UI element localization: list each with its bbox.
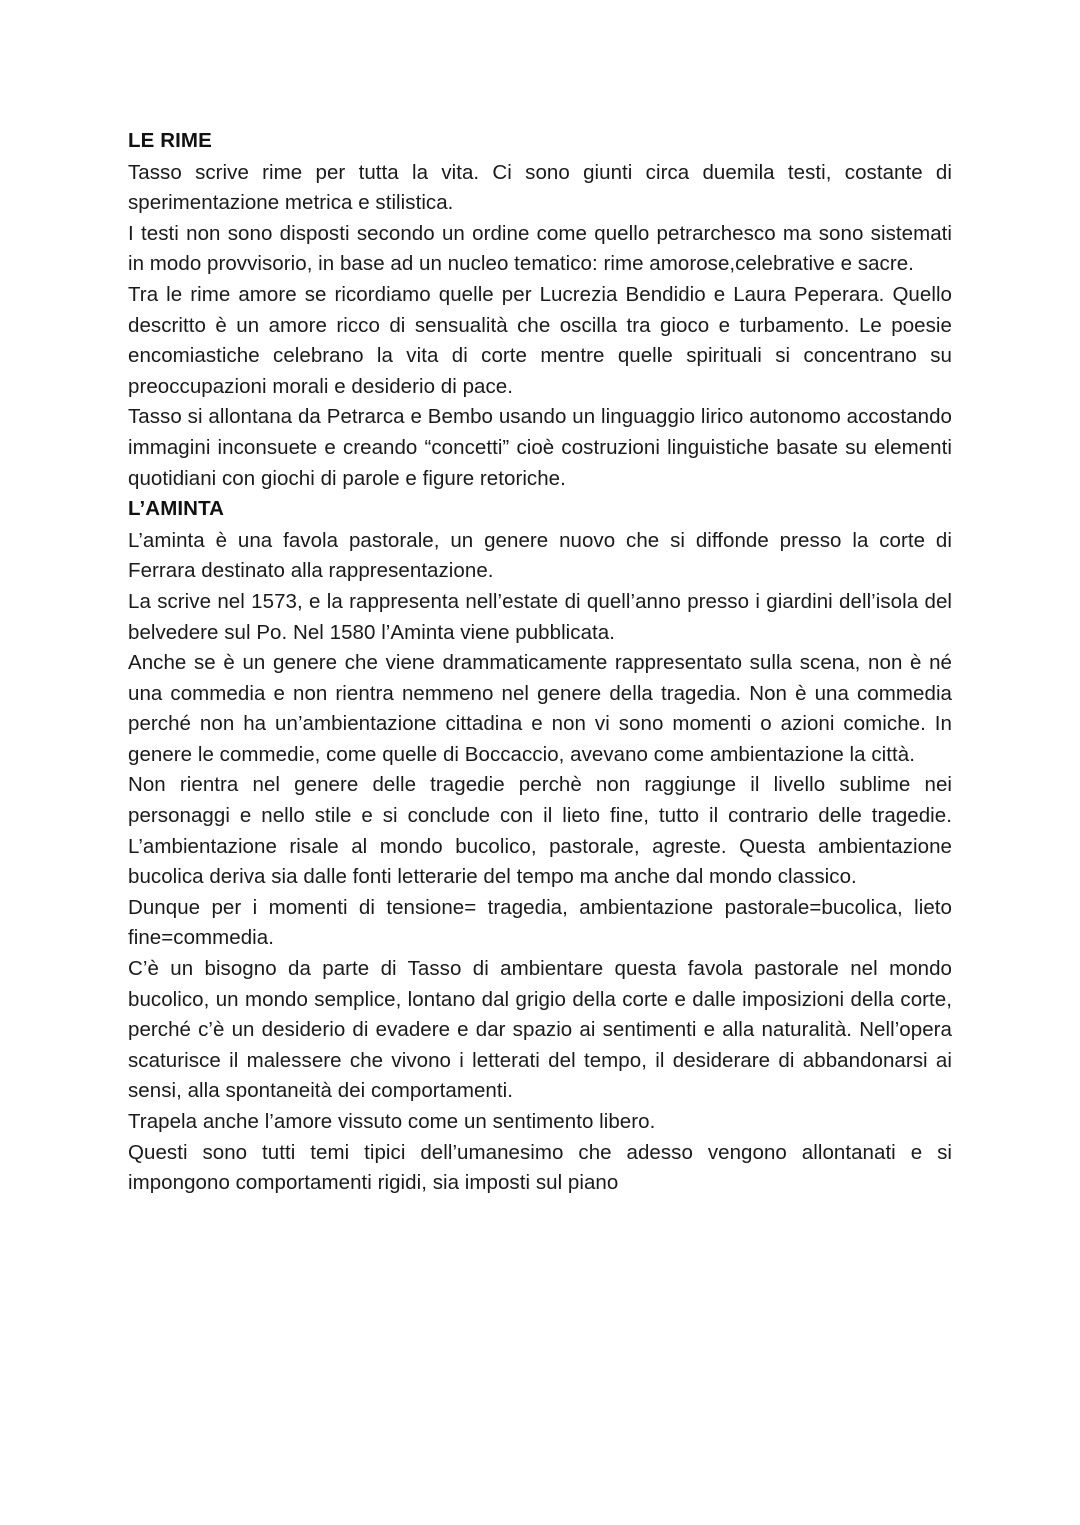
paragraph-rime-intro: Tasso scrive rime per tutta la vita. Ci sono giunti circa duemila testi, costante di sperimentazione metrica e stilistica.	[128, 160, 952, 215]
paragraph-sintesi-generi: Dunque per i momenti di tensione= tragedia, ambientazione pastorale=bucolica, lieto fine=commedia.	[128, 895, 952, 950]
heading-le-rime: LE RIME	[128, 129, 212, 152]
paragraph-genere-commedia: Anche se è un genere che viene drammaticamente rappresentato sulla scena, non è né una commedia e non rientra nemmeno nel genere della tragedia. Non è una commedia perché non ha un’ambientazione cittadina e non vi sono momenti o azioni comiche. In genere le commedie, come quelle di Boccaccio, avevano come ambientazione la città.	[128, 651, 952, 766]
paragraph-rime-amore: Tra le rime amore se ricordiamo quelle per Lucrezia Bendidio e Laura Peperara. Quello descritto è un amore ricco di sensualità che oscilla tra gioco e turbamento. Le poesie encomiastiche celebrano la vita di corte mentre quelle spirituali si concentrano su preoccupazioni morali e desiderio di pace.	[128, 282, 952, 398]
paragraph-ordine-testi: I testi non sono disposti secondo un ordine come quello petrarchesco ma sono sistemati in modo provvisorio, in base ad un nucleo tematico: rime amorose,celebrative e sacre.	[128, 221, 952, 276]
paragraph-linguaggio-lirico: Tasso si allontana da Petrarca e Bembo usando un linguaggio lirico autonomo accostando immagini inconsuete e creando “concetti” cioè costruzioni linguistiche basate su elementi quotidiani con giochi di parole e figure retoriche.	[128, 405, 952, 490]
paragraph-bisogno-bucolico: C’è un bisogno da parte di Tasso di ambientare questa favola pastorale nel mondo bucolico, un mondo semplice, lontano dal grigio della corte e dalle imposizioni della corte, perché c’è un desiderio di evadere e dar spazio ai sentimenti e alla naturalità. Nell’opera scaturisce il malessere che vivono i letterati del tempo, il desiderare di abbandonarsi ai sensi, alla spontaneità dei comportamenti.	[128, 957, 952, 1103]
paragraph-amore-libero: Trapela anche l’amore vissuto come un sentimento libero.	[128, 1110, 656, 1133]
paragraph-genere-tragedia: Non rientra nel genere delle tragedie perchè non raggiunge il livello sublime nei personaggi e nello stile e si conclude con il lieto fine, tutto il contrario delle tragedie. L’ambientazione risale al mondo bucolico, pastorale, agreste. Questa ambientazione bucolica deriva sia dalle fonti letterarie del tempo ma anche dal mondo classico.	[128, 773, 952, 889]
paragraph-aminta-favola: L’aminta è una favola pastorale, un genere nuovo che si diffonde presso la corte di Ferrara destinato alla rappresentazione.	[128, 528, 952, 583]
paragraph-aminta-datazione: La scrive nel 1573, e la rappresenta nell’estate di quell’anno presso i giardini dell’isola del belvedere sul Po. Nel 1580 l’Aminta viene pubblicata.	[128, 589, 952, 644]
paragraph-temi-umanesimo: Questi sono tutti temi tipici dell’umanesimo che adesso vengono allontanati e si impongono comportamenti rigidi, sia imposti sul piano	[128, 1140, 952, 1195]
heading-aminta: L’AMINTA	[128, 497, 225, 521]
document-body	[128, 126, 952, 1199]
